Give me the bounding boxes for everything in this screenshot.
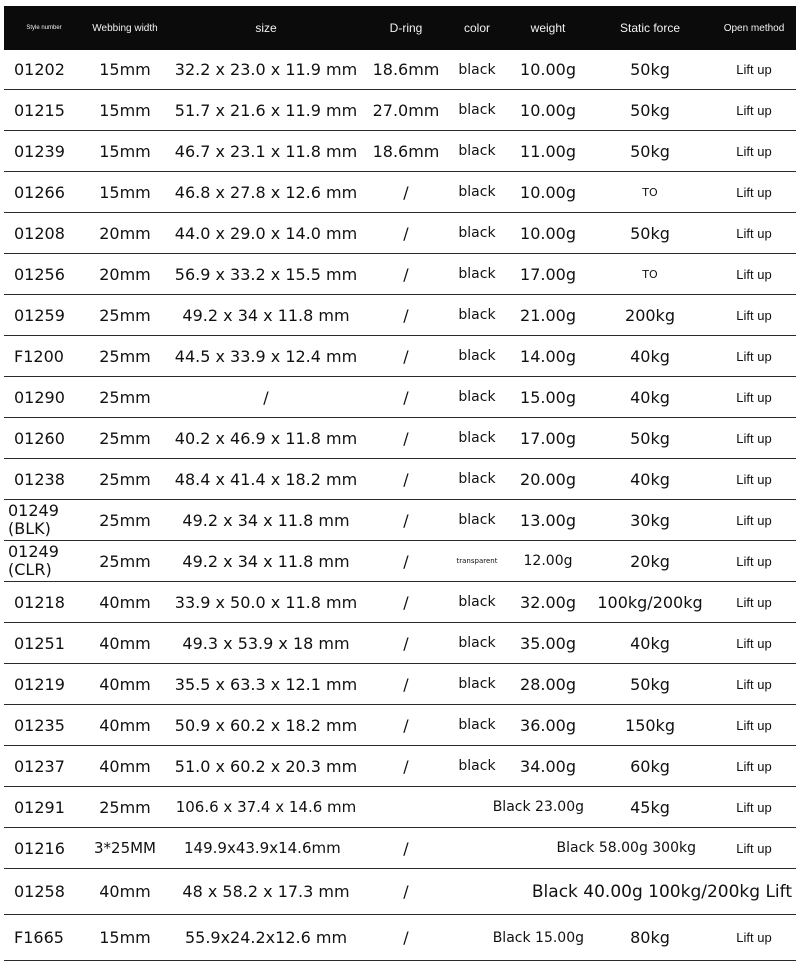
open-method: Lift up	[712, 915, 796, 961]
color: black	[446, 459, 508, 500]
color: black	[446, 336, 508, 377]
table-row	[4, 377, 796, 418]
size: 33.9 x 50.0 x 11.8 mm	[166, 582, 366, 623]
style-number: F1665	[4, 915, 84, 961]
header-weight: weight	[508, 6, 588, 50]
color: black	[446, 377, 508, 418]
size: 48.4 x 41.4 x 18.2 mm	[166, 459, 366, 500]
d-ring: 27.0mm	[366, 90, 446, 131]
header-static-force: Static force	[588, 6, 712, 50]
static-force: 50kg	[588, 418, 712, 459]
style-number: 01251	[4, 623, 84, 664]
static-force: 50kg	[588, 664, 712, 705]
size: 149.9x43.9x14.6mm	[166, 828, 366, 869]
table-row	[4, 172, 796, 213]
open-method: Lift up	[712, 377, 796, 418]
size: 49.2 x 34 x 11.8 mm	[166, 500, 366, 541]
style-number: 01239	[4, 131, 84, 172]
header-webbing-width: Webbing width	[84, 6, 166, 50]
d-ring: /	[366, 623, 446, 664]
webbing-width: 40mm	[84, 746, 166, 787]
table-row	[4, 459, 796, 500]
color: black	[446, 664, 508, 705]
d-ring: /	[366, 254, 446, 295]
table-row	[4, 915, 796, 961]
d-ring: /	[366, 828, 446, 869]
static-force: 50kg	[588, 90, 712, 131]
table-row	[4, 582, 796, 623]
d-ring: /	[366, 213, 446, 254]
weight: 14.00g	[508, 336, 588, 377]
d-ring: 18.6mm	[366, 50, 446, 90]
weight: 20.00g	[508, 459, 588, 500]
webbing-width: 15mm	[84, 172, 166, 213]
webbing-width: 40mm	[84, 664, 166, 705]
open-method: Lift up	[712, 664, 796, 705]
header-size: size	[166, 6, 366, 50]
webbing-width: 15mm	[84, 131, 166, 172]
d-ring: /	[366, 500, 446, 541]
buckle-spec-table	[4, 6, 796, 961]
header-d-ring: D-ring	[366, 6, 446, 50]
static-force: 50kg	[588, 50, 712, 90]
webbing-width: 25mm	[84, 500, 166, 541]
size: 49.2 x 34 x 11.8 mm	[166, 295, 366, 336]
static-force: 50kg	[588, 213, 712, 254]
style-number: 01208	[4, 213, 84, 254]
weight: 17.00g	[508, 254, 588, 295]
webbing-width: 20mm	[84, 254, 166, 295]
weight: 12.00g	[508, 541, 588, 582]
weight: 10.00g	[508, 50, 588, 90]
d-ring: /	[366, 582, 446, 623]
table-row	[4, 623, 796, 664]
d-ring: /	[366, 705, 446, 746]
d-ring: /	[366, 915, 446, 961]
webbing-width: 25mm	[84, 541, 166, 582]
d-ring: 18.6mm	[366, 131, 446, 172]
weight: 13.00g	[508, 500, 588, 541]
static-force: TO	[588, 172, 712, 213]
size: /	[166, 377, 366, 418]
color-weight: Black 15.00g	[446, 915, 588, 961]
webbing-width: 40mm	[84, 623, 166, 664]
color: black	[446, 705, 508, 746]
style-variant: (CLR)	[8, 560, 52, 579]
webbing-width: 15mm	[84, 50, 166, 90]
weight: 21.00g	[508, 295, 588, 336]
color: black	[446, 50, 508, 90]
style-number: 01202	[4, 50, 84, 90]
table-row	[4, 90, 796, 131]
size: 40.2 x 46.9 x 11.8 mm	[166, 418, 366, 459]
open-method: Lift up	[712, 254, 796, 295]
table-row	[4, 295, 796, 336]
webbing-width: 25mm	[84, 377, 166, 418]
style-number: 01290	[4, 377, 84, 418]
color: black	[446, 623, 508, 664]
open-method: Lift up	[712, 336, 796, 377]
color: black	[446, 172, 508, 213]
table-row	[4, 131, 796, 172]
open-method: Lift up	[712, 541, 796, 582]
color: black	[446, 582, 508, 623]
d-ring: /	[366, 664, 446, 705]
d-ring: /	[366, 869, 446, 915]
style-number: 01260	[4, 418, 84, 459]
style-number	[4, 500, 84, 541]
style-number: 01216	[4, 828, 84, 869]
header-color: color	[446, 6, 508, 50]
style-number-line1: 01249	[8, 501, 59, 520]
webbing-width: 3*25MM	[84, 828, 166, 869]
style-number: 01237	[4, 746, 84, 787]
webbing-width: 25mm	[84, 295, 166, 336]
webbing-width: 40mm	[84, 582, 166, 623]
style-number: 01235	[4, 705, 84, 746]
header-style-number: Style number	[4, 6, 84, 50]
static-force: TO	[588, 254, 712, 295]
open-method: Lift up	[712, 582, 796, 623]
static-force: 150kg	[588, 705, 712, 746]
table-row	[4, 541, 796, 582]
d-ring: /	[366, 459, 446, 500]
size: 46.8 x 27.8 x 12.6 mm	[166, 172, 366, 213]
color: black	[446, 418, 508, 459]
weight: 34.00g	[508, 746, 588, 787]
style-number	[4, 541, 84, 582]
d-ring: /	[366, 377, 446, 418]
open-method: Lift up	[712, 418, 796, 459]
open-method: Lift up	[712, 213, 796, 254]
weight: 10.00g	[508, 90, 588, 131]
open-method: Lift up	[712, 90, 796, 131]
color: black	[446, 500, 508, 541]
style-number: 01259	[4, 295, 84, 336]
style-number: 01218	[4, 582, 84, 623]
size: 50.9 x 60.2 x 18.2 mm	[166, 705, 366, 746]
style-variant: (BLK)	[8, 519, 51, 538]
style-number: 01215	[4, 90, 84, 131]
static-force: 30kg	[588, 500, 712, 541]
static-force: 50kg	[588, 131, 712, 172]
table-row	[4, 828, 796, 869]
weight: 32.00g	[508, 582, 588, 623]
size: 49.2 x 34 x 11.8 mm	[166, 541, 366, 582]
d-ring: /	[366, 295, 446, 336]
open-method: Lift up	[712, 172, 796, 213]
header-open-method: Open method	[712, 6, 796, 50]
webbing-width: 15mm	[84, 915, 166, 961]
static-force: 40kg	[588, 336, 712, 377]
open-method: Lift up	[712, 828, 796, 869]
color-weight: Black 23.00g	[366, 787, 588, 828]
webbing-width: 15mm	[84, 90, 166, 131]
static-force: 45kg	[588, 787, 712, 828]
d-ring: /	[366, 418, 446, 459]
size: 49.3 x 53.9 x 18 mm	[166, 623, 366, 664]
style-number: F1200	[4, 336, 84, 377]
weight: 11.00g	[508, 131, 588, 172]
static-force: 40kg	[588, 377, 712, 418]
webbing-width: 40mm	[84, 869, 166, 915]
table-row	[4, 418, 796, 459]
table-row	[4, 500, 796, 541]
open-method: Lift up	[712, 50, 796, 90]
size: 106.6 x 37.4 x 14.6 mm	[166, 787, 366, 828]
table-row	[4, 705, 796, 746]
color-weight-force-open: Black 40.00g 100kg/200kg Lift	[446, 869, 796, 915]
table-row	[4, 746, 796, 787]
webbing-width: 40mm	[84, 705, 166, 746]
size: 55.9x24.2x12.6 mm	[166, 915, 366, 961]
style-number-line1: 01249	[8, 542, 59, 561]
open-method: Lift up	[712, 131, 796, 172]
webbing-width: 25mm	[84, 459, 166, 500]
table-row	[4, 869, 796, 915]
table-row	[4, 336, 796, 377]
size: 56.9 x 33.2 x 15.5 mm	[166, 254, 366, 295]
size: 48 x 58.2 x 17.3 mm	[166, 869, 366, 915]
table-row	[4, 50, 796, 90]
d-ring: /	[366, 541, 446, 582]
color-weight-force: Black 58.00g 300kg	[446, 828, 712, 869]
open-method: Lift up	[712, 295, 796, 336]
open-method: Lift up	[712, 705, 796, 746]
style-number: 01258	[4, 869, 84, 915]
table-row	[4, 787, 796, 828]
static-force: 80kg	[588, 915, 712, 961]
open-method: Lift up	[712, 623, 796, 664]
size: 32.2 x 23.0 x 11.9 mm	[166, 50, 366, 90]
webbing-width: 25mm	[84, 418, 166, 459]
style-number: 01219	[4, 664, 84, 705]
table-row	[4, 664, 796, 705]
open-method: Lift up	[712, 500, 796, 541]
weight: 17.00g	[508, 418, 588, 459]
d-ring: /	[366, 746, 446, 787]
d-ring: /	[366, 336, 446, 377]
size: 44.5 x 33.9 x 12.4 mm	[166, 336, 366, 377]
static-force: 200kg	[588, 295, 712, 336]
webbing-width: 20mm	[84, 213, 166, 254]
size: 44.0 x 29.0 x 14.0 mm	[166, 213, 366, 254]
weight: 35.00g	[508, 623, 588, 664]
table-row	[4, 254, 796, 295]
weight: 36.00g	[508, 705, 588, 746]
weight: 10.00g	[508, 213, 588, 254]
weight: 28.00g	[508, 664, 588, 705]
webbing-width: 25mm	[84, 336, 166, 377]
style-number: 01256	[4, 254, 84, 295]
size: 51.7 x 21.6 x 11.9 mm	[166, 90, 366, 131]
open-method: Lift up	[712, 746, 796, 787]
color: transparent	[446, 541, 508, 582]
static-force: 60kg	[588, 746, 712, 787]
style-number: 01266	[4, 172, 84, 213]
size: 51.0 x 60.2 x 20.3 mm	[166, 746, 366, 787]
static-force: 20kg	[588, 541, 712, 582]
static-force: 100kg/200kg	[588, 582, 712, 623]
weight: 10.00g	[508, 172, 588, 213]
style-number: 01291	[4, 787, 84, 828]
open-method: Lift up	[712, 459, 796, 500]
weight: 15.00g	[508, 377, 588, 418]
color: black	[446, 254, 508, 295]
table-row	[4, 213, 796, 254]
color: black	[446, 295, 508, 336]
static-force: 40kg	[588, 459, 712, 500]
color: black	[446, 90, 508, 131]
webbing-width: 25mm	[84, 787, 166, 828]
color: black	[446, 131, 508, 172]
d-ring: /	[366, 172, 446, 213]
static-force: 40kg	[588, 623, 712, 664]
color: black	[446, 213, 508, 254]
color: black	[446, 746, 508, 787]
open-method: Lift up	[712, 787, 796, 828]
style-number: 01238	[4, 459, 84, 500]
size: 46.7 x 23.1 x 11.8 mm	[166, 131, 366, 172]
size: 35.5 x 63.3 x 12.1 mm	[166, 664, 366, 705]
header-row	[4, 6, 796, 50]
